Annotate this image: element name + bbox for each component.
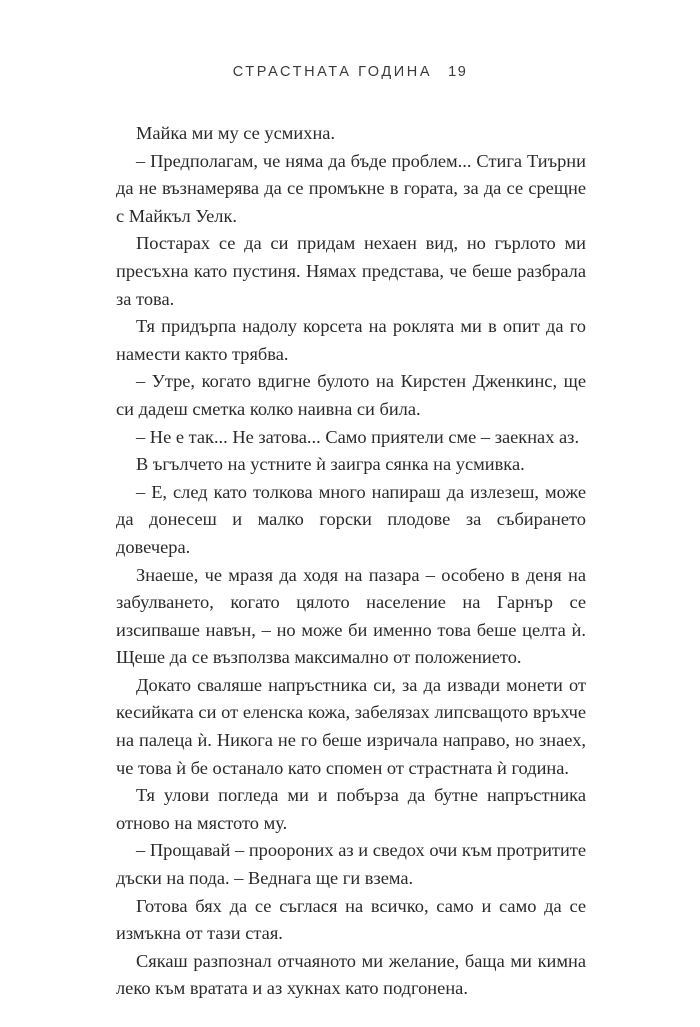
paragraph: – Предполагам, че няма да бъде проблем... Стига Тиърни да не възнамерява да се промъкне в гората, за да се срещне с Майкъл Уелк. (116, 150, 586, 226)
paragraph: Сякаш разпознал отчаяното ми желание, баща ми кимна леко към вратата и аз хукнах като подгонена. (116, 950, 586, 999)
running-header (0, 64, 700, 80)
page-number: 19 (448, 64, 468, 80)
running-title: СТРАСТНАТА ГОДИНА (232, 64, 433, 80)
paragraph: Майка ми му се усмихна. (136, 123, 336, 143)
paragraph: – Не е так... Не затова... Само приятели сме – заекнах аз. (136, 426, 580, 447)
paragraph: Постарах се да си придам нехаен вид, но гърлото ми пресъхна като пустиня. Нямах представа, че беше разбрала за това. (116, 233, 586, 309)
paragraph: В ъгълчето на устните ѝ заигра сянка на усмивка. (136, 454, 525, 475)
paragraph: Тя придърпа надолу корсета на роклята ми в опит да го намести както трябва. (116, 316, 586, 364)
paragraph: Тя улови погледа ми и побърза да бутне напръстника отново на мястото му. (116, 785, 586, 833)
paragraph: – Прощавай – проороних аз и сведох очи към протритите дъски на пода. – Веднага ще ги взема. (116, 840, 586, 889)
paragraph: – Е, след като толкова много напираш да излезеш, може да донесеш и малко горски плодове за събирането довечера. (116, 481, 586, 557)
paragraph: – Утре, когато вдигне булото на Кирстен Дженкинс, ще си дадеш сметка колко наивна си била. (116, 371, 586, 419)
paragraph: Докато сваляше напръстника си, за да извади монети от кесийката си от еленска кожа, забелязах липсващото връхче на палеца ѝ. Никога не го беше изричала направо, но знаех, че това ѝ бе останало като спомен от страстната ѝ година. (116, 674, 586, 778)
paragraph: Готова бях да се съглася на всичко, само и само да се измъкна от тази стая. (116, 895, 586, 944)
paragraph: Знаеше, че мразя да ходя на пазара – особено в деня на забулването, когато цялото население на Гарнър се изсипваше навън, – но може би именно това беше целта ѝ. Щеше да се възползва максимално от положението. (116, 564, 586, 668)
body-text (116, 120, 586, 1003)
